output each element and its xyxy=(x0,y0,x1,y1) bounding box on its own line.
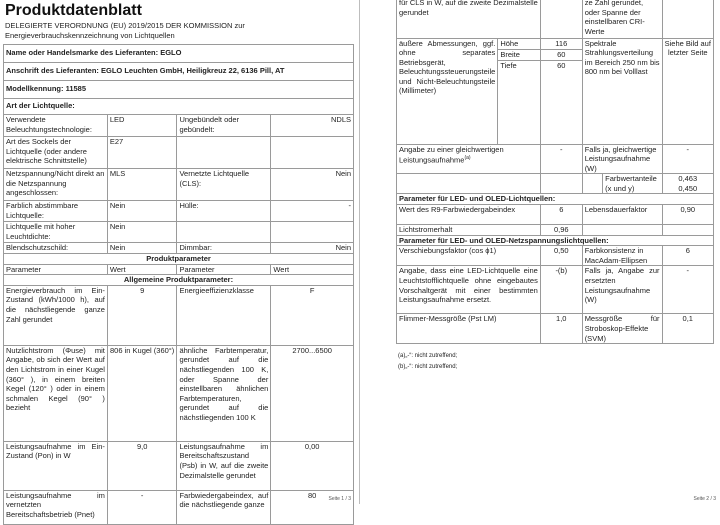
depth-label: Tiefe xyxy=(498,60,541,144)
colour-consistency-label: Farbkonsistenz in MacAdam-Ellipsen xyxy=(582,246,662,266)
page-2 xyxy=(361,0,720,504)
supplier-address: Anschrift des Lieferanten: EGLO Leuchten GmbH, Heiligkreuz 22, 6136 Pill, AT xyxy=(4,63,354,81)
cri-value: 80 xyxy=(271,490,354,524)
footnote-b: (b)„-“: nicht zutreffend; xyxy=(398,364,458,370)
colour-consistency-value: 6 xyxy=(662,246,713,266)
standby-power-value: 0,00 xyxy=(271,441,354,490)
envelope-label: Hülle: xyxy=(177,201,271,222)
technology-label: Verwendete Beleuchtungstechnologie: xyxy=(4,115,108,137)
tunable-value: Nein xyxy=(107,201,177,222)
glare-value: Nein xyxy=(107,243,177,254)
height-value: 116 xyxy=(540,38,582,49)
cri-continued: ze Zahl gerundet, oder Spanne der einstellbaren CRI-Werte xyxy=(582,0,662,38)
stroboscopic-label: Messgröße für Stroboskop-Effekte (SVM) xyxy=(582,314,662,344)
dimmable-label: Dimmbar: xyxy=(177,243,271,254)
lumen-maintenance-label: Lichtstromerhalt xyxy=(397,225,541,236)
page-number: Seite 1 / 3 xyxy=(328,496,351,502)
col-value-2: Wert xyxy=(271,264,354,275)
supplier-name: Name oder Handelsmarke des Lieferanten: EGLO xyxy=(4,45,354,63)
networked-standby-value: - xyxy=(107,490,177,524)
general-params-header: Allgemeine Produktparameter: xyxy=(4,275,354,286)
flicker-label: Flimmer-Messgröße (Pst LM) xyxy=(397,314,541,344)
product-params-continued-table xyxy=(396,0,714,344)
tunable-label: Farblich abstimmbare Lichtquelle: xyxy=(4,201,108,222)
replacement-claim-value: -(b) xyxy=(540,266,582,314)
nondirectional-value: NDLS xyxy=(271,115,354,137)
regulation-subtitle: DELEGIERTE VERORDNUNG (EU) 2019/2015 DER KOMMISSION zur Energieverbrauchskennzeichnung von Lichtquellen xyxy=(5,21,245,40)
replacement-claim-label: Angabe, dass eine LED-Lichtquelle eine Leuchtstofflichtquelle ohne eingebautes Vorschaltgerät mit einer bestimmten Leistungsaufnahme ersetzt. xyxy=(397,266,541,314)
col-parameter-2: Parameter xyxy=(177,264,271,275)
envelope-value: - xyxy=(271,201,354,222)
lumen-maintenance-value: 0,96 xyxy=(540,225,582,236)
col-parameter: Parameter xyxy=(4,264,108,275)
width-label: Breite xyxy=(498,49,541,60)
cct-label: ähnliche Farbtemperatur, gerundet auf die nächstliegenden 100 K, oder Spanne der einstellbaren ähnlichen Farbtemperaturen, gerundet auf die nächstliegenden 100 K xyxy=(177,345,271,441)
cri-label: Farbwiedergabeindex, auf die nächstliegende ganze xyxy=(177,490,271,524)
depth-value: 60 xyxy=(540,60,582,144)
networked-standby-label: Leistungsaufnahme im vernetzten Bereitschaftsbetrieb (Pnet) xyxy=(4,490,108,524)
useful-flux-value: 806 in Kugel (360°) xyxy=(107,345,177,441)
spectral-label: Spektrale Strahlungsverteilung im Bereich 250 nm bis 800 nm bei Volllast xyxy=(582,38,662,144)
connected-value: Nein xyxy=(271,169,354,201)
chromaticity-label: Farbwertanteile (x und y) xyxy=(603,174,662,194)
equivalent-power-w-value: - xyxy=(662,144,713,174)
equivalent-power-value: - xyxy=(540,144,582,174)
connected-label: Vernetzte Lichtquelle (CLS): xyxy=(177,169,271,201)
col-value: Wert xyxy=(107,264,177,275)
mains-params-header: Parameter für LED- und OLED-Netzspannungslichtquellen: xyxy=(397,235,714,246)
displacement-factor-value: 0,50 xyxy=(540,246,582,266)
led-params-header: Parameter für LED- und OLED-Lichtquellen: xyxy=(397,194,714,205)
dimmable-value: Nein xyxy=(271,243,354,254)
equivalent-power-w-label: Falls ja, gleichwertige Leistungsaufnahme (W) xyxy=(582,144,662,174)
params-header: Produktparameter xyxy=(4,254,354,265)
high-luminance-value: Nein xyxy=(107,222,177,243)
energy-class-value: F xyxy=(271,285,354,345)
equivalent-power-label: Angabe zu einer gleichwertigen Leistungsaufnahme$^{(a)}$ xyxy=(397,144,541,174)
model-identifier: Modellkennung: 11585 xyxy=(4,81,354,99)
light-source-type-header: Art der Lichtquelle: xyxy=(4,99,354,115)
chromaticity-values: 0,463 0,450 xyxy=(662,174,713,194)
footnotes xyxy=(398,351,457,373)
cap-value: E27 xyxy=(107,137,177,169)
product-info-table xyxy=(3,44,354,525)
cct-value: 2700...6500 xyxy=(271,345,354,441)
energy-label: Energieverbrauch im Ein-Zustand (kWh/1000 h), auf die nächstliegende ganze Zahl gerundet xyxy=(4,285,108,345)
displacement-factor-label: Verschiebungsfaktor (cos ϕ1) xyxy=(397,246,541,266)
glare-label: Blendschutzschild: xyxy=(4,243,108,254)
survival-factor-value: 0,90 xyxy=(662,205,713,225)
width-value: 60 xyxy=(540,49,582,60)
height-label: Höhe xyxy=(498,38,541,49)
r9-label: Wert des R9-Farbwiedergabeindex xyxy=(397,205,541,225)
page-1 xyxy=(0,0,360,519)
energy-class-label: Energieeffizienzklasse xyxy=(177,285,271,345)
nondirectional-label: Ungebündelt oder gebündelt: xyxy=(177,115,271,137)
page-title: Produktdatenblatt xyxy=(5,2,142,19)
footnote-a: (a)„-“: nicht zutreffend; xyxy=(398,353,458,359)
survival-factor-label: Lebensdauerfaktor xyxy=(582,205,662,225)
flicker-value: 1,0 xyxy=(540,314,582,344)
page-number-2: Seite 2 / 3 xyxy=(693,496,716,502)
technology-value: LED xyxy=(107,115,177,137)
replacement-power-value: - xyxy=(662,266,713,314)
useful-flux-label: Nutzlichtstrom (Φuse) mit Angabe, ob sich der Wert auf den Lichtstrom in einer Kugel (360° ), in einem breiten Kegel (120° ) oder in einem schmalen Kegel (90° ) bezieht xyxy=(4,345,108,441)
r9-value: 6 xyxy=(540,205,582,225)
high-luminance-label: Lichtquelle mit hoher Leuchtdichte: xyxy=(4,222,108,243)
replacement-power-label: Falls ja, Angabe zur ersetzten Leistungsaufnahme (W) xyxy=(582,266,662,314)
stroboscopic-value: 0,1 xyxy=(662,314,713,344)
spectral-value: Siehe Bild auf letzter Seite xyxy=(662,38,713,144)
mains-label: Netzspannung/Nicht direkt an die Netzspannung angeschlossen: xyxy=(4,169,108,201)
standby-power-label: Leistungsaufnahme im Bereitschaftszustand (Psb) in W, auf die zweite Dezimalstelle gerundet xyxy=(177,441,271,490)
on-power-value: 9,0 xyxy=(107,441,177,490)
energy-value: 9 xyxy=(107,285,177,345)
on-power-label: Leistungsaufnahme im Ein-Zustand (Pon) in W xyxy=(4,441,108,490)
networked-standby-continued: für CLS in W, auf die zweite Dezimalstelle gerundet xyxy=(397,0,541,38)
mains-value: MLS xyxy=(107,169,177,201)
cap-label: Art des Sockels der Lichtquelle (oder andere elektrische Schnittstelle) xyxy=(4,137,108,169)
dimensions-label: äußere Abmessungen, ggf. ohne separates Betriebsgerät, Beleuchtungssteuerungsteile und Nicht-Beleuchtungsteile (Millimeter) xyxy=(397,38,498,144)
